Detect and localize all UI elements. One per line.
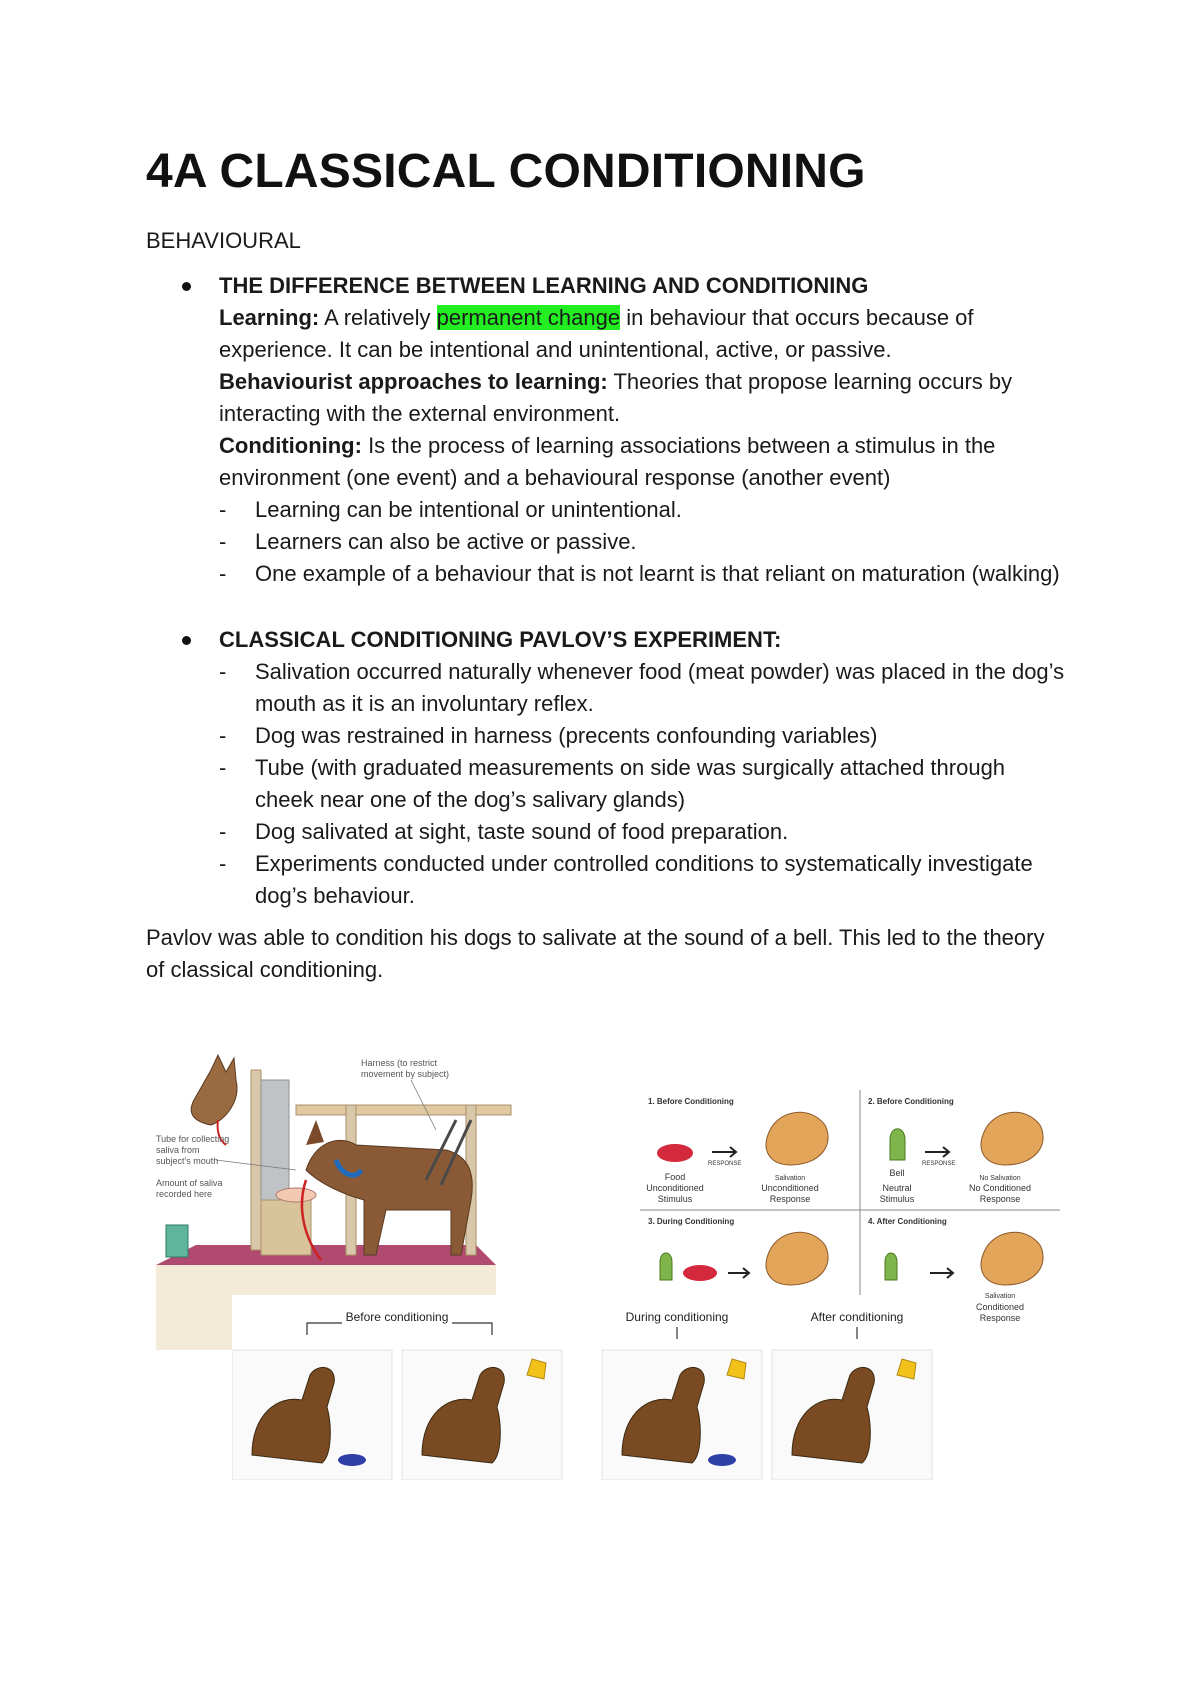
beagle-panel-1: [232, 1350, 392, 1480]
food-bowl-icon: [708, 1454, 736, 1466]
dash-marker: -: [219, 659, 227, 684]
label-harness: movement by subject): [361, 1069, 450, 1079]
stage-label: Conditioned: [975, 1302, 1025, 1312]
label-tube: saliva from: [156, 1145, 200, 1155]
bell-icon: [660, 1253, 672, 1280]
stage-label: Unconditioned: [761, 1183, 819, 1193]
response-label: RESPONSE: [708, 1161, 742, 1167]
label-amount: Amount of saliva: [156, 1178, 223, 1188]
stage-heading-after: After conditioning: [810, 1310, 904, 1324]
beagle-panel-3: [602, 1350, 762, 1480]
dash-marker: -: [219, 723, 227, 748]
dash-marker: -: [219, 851, 227, 876]
stage-heading-during: During conditioning: [625, 1310, 729, 1324]
label-amount: recorded here: [156, 1189, 213, 1199]
conditioning-stages-diagram: [640, 1090, 1060, 1330]
page-title: 4A CLASSICAL CONDITIONING: [146, 145, 866, 198]
dash-text: Salivation occurred naturally whenever food (meat powder) was placed in the dog’s mouth as it is an involuntary reflex.: [255, 659, 1065, 716]
bullet-title: THE DIFFERENCE BETWEEN LEARNING AND CONDITIONING: [219, 273, 869, 298]
bullet-learning-conditioning: [146, 270, 1066, 590]
beagle-panel-4: [772, 1350, 932, 1480]
highlighted-text: permanent change: [436, 305, 621, 330]
dash-item: [219, 526, 1066, 558]
dash-list: [219, 656, 1066, 912]
dog-body-icon: [306, 1140, 472, 1255]
definition-conditioning: [219, 430, 1066, 494]
stage-label: Food: [664, 1172, 686, 1182]
term-conditioning: Conditioning:: [219, 433, 362, 458]
stage-label: Salivation: [774, 1175, 806, 1182]
stage-label: No Conditioned: [968, 1183, 1032, 1193]
bullet-title: CLASSICAL CONDITIONING PAVLOV’S EXPERIMENT:: [219, 627, 782, 652]
dash-item: [219, 816, 1066, 848]
dog-head-icon: [191, 1055, 237, 1125]
document-page: [146, 140, 1066, 986]
dash-text: Experiments conducted under controlled conditions to systematically investigate dog’s behaviour.: [255, 851, 1033, 908]
definition-text: Theories that propose learning occurs by interacting with the external environment.: [219, 369, 1013, 426]
bullet-pavlov-experiment: [146, 624, 1066, 912]
dash-item: [219, 720, 1066, 752]
bell-icon: [890, 1129, 905, 1160]
definition-learning: [219, 302, 1066, 366]
beagle-conditioning-strip: [232, 1295, 952, 1480]
wooden-frame: [251, 1070, 261, 1250]
stage-label: Unconditioned: [646, 1183, 704, 1193]
dash-marker: -: [219, 819, 227, 844]
floor-mat: [156, 1245, 496, 1265]
stage-label: Neutral: [882, 1183, 912, 1193]
dash-marker: -: [219, 529, 227, 554]
response-label: RESPONSE: [922, 1161, 956, 1167]
food-bowl-icon: [338, 1454, 366, 1466]
bullet-dot-icon: [182, 636, 191, 645]
section-label: BEHAVIOURAL: [146, 228, 301, 253]
stage-label: Salivation: [984, 1293, 1016, 1300]
dash-text: Learners can also be active or passive.: [255, 529, 637, 554]
label-tube: subject's mouth: [156, 1156, 219, 1166]
label-tube: Tube for collecting: [156, 1134, 230, 1144]
bullet-dot-icon: [182, 282, 191, 291]
stage-label: Response: [979, 1313, 1021, 1323]
term-behaviourist: Behaviourist approaches to learning:: [219, 369, 608, 394]
bell-icon: [885, 1253, 897, 1280]
stage-label: Bell: [889, 1168, 905, 1178]
panel-title: 4. After Conditioning: [868, 1217, 947, 1226]
definition-text: in behaviour that occurs because of experience. It can be intentional and unintentional, active, or passive.: [219, 305, 974, 362]
dash-marker: -: [219, 497, 227, 522]
stage-label: No Salivation: [979, 1175, 1021, 1182]
dash-list: [219, 494, 1066, 590]
dash-item: [219, 558, 1066, 590]
stage-label: Stimulus: [879, 1194, 915, 1204]
stage-label: Stimulus: [657, 1194, 693, 1204]
panel-title: 2. Before Conditioning: [868, 1097, 954, 1106]
stage-heading-before: Before conditioning: [345, 1310, 449, 1324]
stage-label: Response: [979, 1194, 1021, 1204]
top-beam: [296, 1105, 511, 1115]
definition-text: Is the process of learning associations between a stimulus in the environment (one event) and a behavioural response (another event): [219, 433, 996, 490]
beagle-panel-2: [402, 1350, 562, 1480]
dash-text: Dog was restrained in harness (precents confounding variables): [255, 723, 878, 748]
summary-paragraph: Pavlov was able to condition his dogs to salivate at the sound of a bell. This led to the theory of classical conditioning.: [146, 925, 1045, 982]
panel-title: 3. During Conditioning: [648, 1217, 735, 1226]
definition-behaviourist: [219, 366, 1066, 430]
dash-text: Dog salivated at sight, taste sound of food preparation.: [255, 819, 789, 844]
dash-text: One example of a behaviour that is not learnt is that reliant on maturation (walking): [255, 561, 1060, 586]
bullet-list-1: [146, 270, 1066, 912]
dog-ear-icon: [306, 1120, 324, 1145]
dash-item: [219, 656, 1066, 720]
dash-marker: -: [219, 561, 227, 586]
saliva-container-icon: [166, 1225, 188, 1257]
stage-label: Response: [769, 1194, 811, 1204]
figures-area: [0, 1050, 1200, 1480]
definition-text: A relatively: [319, 305, 437, 330]
food-bowl-icon: [276, 1188, 316, 1202]
dash-text: Tube (with graduated measurements on side was surgically attached through cheek near one of the dog’s salivary glands): [255, 755, 1006, 812]
panel-title: 1. Before Conditioning: [648, 1097, 734, 1106]
dash-item: [219, 848, 1066, 912]
term-learning: Learning:: [219, 305, 320, 330]
dash-item: [219, 752, 1066, 816]
food-stand: [261, 1200, 311, 1255]
label-harness: Harness (to restrict: [361, 1058, 438, 1068]
dash-text: Learning can be intentional or unintentional.: [255, 497, 682, 522]
food-bowl-icon: [657, 1144, 693, 1162]
food-bowl-icon: [683, 1265, 717, 1281]
dash-marker: -: [219, 755, 227, 780]
dash-item: [219, 494, 1066, 526]
